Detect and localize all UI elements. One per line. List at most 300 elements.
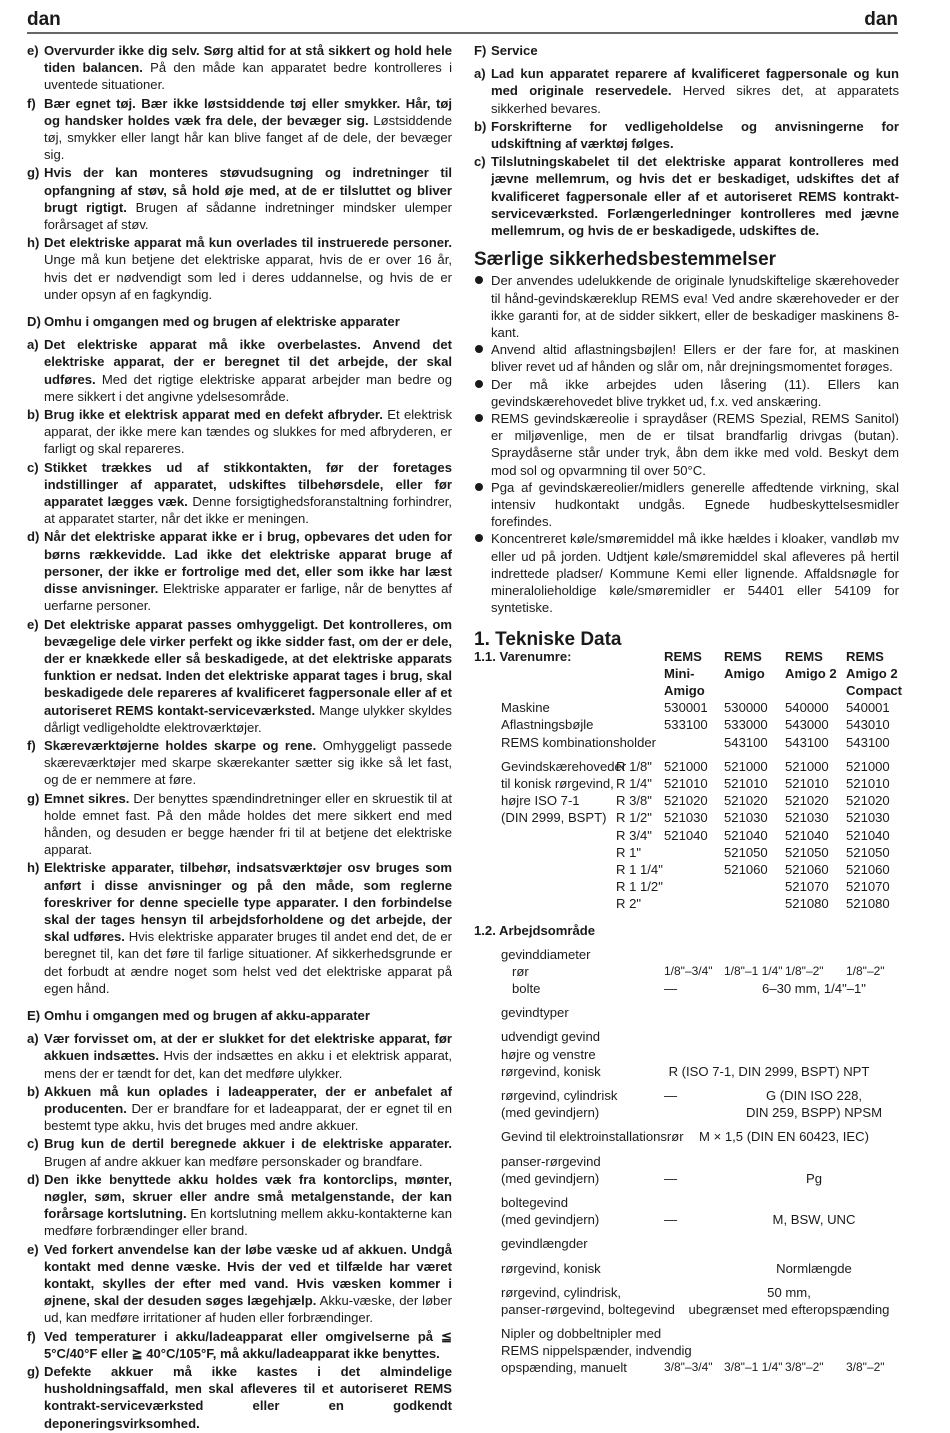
die-size: R 1 1/4" bbox=[616, 861, 663, 877]
part-number: 521000 bbox=[724, 758, 768, 774]
die-size: R 3/8" bbox=[616, 793, 652, 809]
die-row bbox=[474, 844, 899, 861]
list-item bbox=[27, 234, 452, 303]
row-label: boltegevind bbox=[501, 1194, 568, 1210]
section-row bbox=[474, 922, 899, 939]
spacer bbox=[474, 997, 899, 1004]
item-body-text: Hvis elektriske apparater bruges til andet end det, de er beregnet til, kan det føre til farlige situationer. Af sikkerhedsgrunde er det forbudt at ændre noget som helst ved det elektriske apparat på egen hånd. bbox=[44, 929, 453, 996]
spacer bbox=[474, 1121, 899, 1128]
item-label: a) bbox=[27, 1031, 39, 1047]
part-number: 521050 bbox=[846, 844, 890, 860]
bullet-text: Der anvendes udelukkende de originale lynudskiftelige skærehoveder til hånd-gevindskæreklup REMS eva! Ved andre skærehoveder er der ikke garanti for, at de sidder sikkert, eller de beskadiger maskinens 8-kant. bbox=[491, 273, 899, 341]
die-row bbox=[474, 827, 899, 844]
die-row bbox=[474, 878, 899, 895]
special-safety-heading: Særlige sikkerhedsbestemmelser bbox=[474, 249, 777, 271]
item-label: f) bbox=[27, 1328, 36, 1344]
item-bold-text: Akkuen må kun oplades i ladeapperater, der er anbefalet af producenten. bbox=[44, 1083, 452, 1116]
item-bold-text: Det elektriske apparat må kun overlades til instruerede personer. bbox=[44, 235, 452, 251]
spacer bbox=[474, 939, 899, 946]
part-number: 543100 bbox=[785, 734, 829, 750]
table-row bbox=[474, 1128, 899, 1145]
item-body-text: Der benyttes spændindretninger eller en skruestik til at holde emnet fast. På den måde holdes det mere sikkert end med hånden, og desuden er begge hænder fri til at betjene det elektriske apparat. bbox=[44, 790, 453, 858]
dash: — bbox=[664, 1212, 678, 1228]
item-bold-text: Den ikke benyttede akku holdes væk fra kontorclips, mønter, nøgler, søm, skruer eller andre små metalgenstande, der kan forårsage kortslutning. bbox=[44, 1171, 452, 1222]
part-number: 540000 bbox=[785, 700, 829, 716]
item-label: e) bbox=[27, 616, 39, 632]
item-text bbox=[44, 406, 452, 458]
item-bold-text: Brug ikke et elektrisk apparat med en defekt afbryder. bbox=[44, 407, 383, 423]
part-number: 521040 bbox=[664, 827, 708, 843]
part-number: 521040 bbox=[785, 827, 829, 843]
part-number: 543100 bbox=[724, 734, 768, 750]
part-row bbox=[474, 734, 899, 751]
part-number: 530000 bbox=[724, 700, 768, 716]
section-label: 1.1. Varenumre: bbox=[474, 648, 572, 664]
list-item bbox=[474, 118, 899, 152]
item-bold-text: Når det elektriske apparat ikke er i brug, opbevares det uden for børns rækkevidde. Lad ikke det elektriske apparat bruge af personer, der ikke er fortrolige med det, eller som ikke har læst disse anvisninger. bbox=[44, 529, 452, 597]
die-row bbox=[474, 895, 899, 912]
part-number: 521010 bbox=[785, 776, 829, 792]
row-label: gevindtyper bbox=[501, 1005, 569, 1021]
item-label: b) bbox=[27, 407, 40, 423]
part-number: 521050 bbox=[785, 844, 829, 860]
part-number: 521020 bbox=[846, 793, 890, 809]
part-number: 521020 bbox=[664, 793, 708, 809]
list-item bbox=[27, 1241, 452, 1327]
item-text bbox=[44, 1135, 452, 1169]
range-value: 1/8"–1 1/4" bbox=[724, 963, 783, 978]
thread-value: R (ISO 7-1, DIN 2999, BSPT) NPT bbox=[668, 1063, 870, 1079]
model-name: REMS bbox=[664, 648, 702, 664]
row-label: panser-rørgevind, boltegevind bbox=[501, 1301, 675, 1317]
item-bold-text: Skæreværktøjerne holdes skarpe og rene. bbox=[44, 737, 317, 753]
part-number: 530001 bbox=[664, 700, 708, 716]
spacer bbox=[474, 1021, 899, 1028]
part-number: 540001 bbox=[846, 700, 890, 716]
row-label: panser-rørgevind bbox=[501, 1153, 601, 1169]
item-text bbox=[44, 737, 452, 789]
section-e-items bbox=[27, 1030, 452, 1432]
model-name: Amigo bbox=[724, 665, 765, 681]
part-number: 533100 bbox=[664, 717, 708, 733]
list-item bbox=[27, 1030, 452, 1082]
table-row bbox=[474, 1359, 899, 1376]
bullet-text: Pga af gevindskæreolier/midlers generelle affedtende virkning, skal intensiv hudkontakt undgås. Egnede hudbeskyttelsesmidler forefindes. bbox=[491, 479, 899, 530]
row-label: REMS nippelspænder, indvendig bbox=[501, 1343, 692, 1359]
bullet-item bbox=[474, 410, 899, 479]
bullet-text: REMS gevindskæreolie i spraydåser (REMS Spezial, REMS Sanitol) er miljøvenlige, men de er tilsat brandfarlig drivgas (butan). Spraydåserne står under tryk, åbn dem ikke med vold. Beskyt dem mod sol og opvarmning til over 50°C. bbox=[491, 411, 899, 478]
part-number: 533000 bbox=[724, 717, 768, 733]
item-body-text: Mange ulykker skyldes dårligt vedligeholdte elektroværktøjer. bbox=[44, 702, 452, 735]
table-row bbox=[474, 1194, 899, 1211]
part-number: 521000 bbox=[785, 758, 829, 774]
spacer bbox=[474, 751, 899, 758]
item-body-text: Der er brandfare for et ladeapparat, der er egnet til en bestemt type akku, hvis det bruges med andre akkuer. bbox=[44, 1100, 452, 1134]
item-label: f) bbox=[27, 95, 36, 111]
part-number: 521060 bbox=[846, 861, 890, 877]
language-code-left: dan bbox=[27, 9, 61, 30]
item-bold-text: Lad kun apparatet reparere af kvalificeret fagpersonale og kun med originale reservedele. bbox=[491, 66, 899, 99]
spacer bbox=[474, 1080, 899, 1087]
model-header-row bbox=[474, 665, 899, 682]
item-text bbox=[491, 65, 899, 117]
part-number: 521080 bbox=[846, 896, 890, 912]
spacer bbox=[474, 913, 899, 922]
spacer bbox=[474, 1228, 899, 1235]
item-label: b) bbox=[474, 118, 487, 134]
item-body-text: På den måde kan apparatet bedre kontrolleres i uventede situationer. bbox=[44, 60, 452, 93]
item-bold-text: Overvurder ikke dig selv. Sørg altid for at stå sikkert og hold hele tiden balancen. bbox=[44, 43, 452, 76]
die-row bbox=[474, 809, 899, 826]
thread-value: DIN 259, BSPP) NPSM bbox=[745, 1105, 883, 1121]
die-size: R 1/8" bbox=[616, 758, 652, 774]
bullet-text: Anvend altid aflastningsbøjlen! Ellers er der fare for, at maskinen bliver revet ud af hånden og slår om, når drejningsmomentet forøges. bbox=[491, 342, 899, 375]
table-row bbox=[474, 1260, 899, 1277]
item-label: a) bbox=[27, 337, 39, 353]
item-label: c) bbox=[474, 154, 486, 170]
left-column bbox=[27, 42, 452, 1433]
spacer bbox=[474, 1277, 899, 1284]
die-row bbox=[474, 775, 899, 792]
bullet-text: Koncentreret køle/smøremiddel må ikke hældes i kloaker, vandløb mv eller ud på jorden. Udtjent køle/smøremiddel skal afleveres på hertil indrettede pladser/ Kommune Kemi eller lignende. Affaldsnøgle for mineralolieholdige køle/smøremidler er 54401 eller 54109 for syntetiske. bbox=[491, 531, 899, 616]
item-label: h) bbox=[27, 235, 40, 251]
item-label: c) bbox=[27, 1136, 39, 1152]
item-body-text: En kortslutning mellem akku-kontakterne kan medføre forbrændinger eller brand. bbox=[44, 1206, 452, 1239]
thread-value: M × 1,5 (DIN EN 60423, IEC) bbox=[699, 1129, 869, 1145]
part-number: 543100 bbox=[846, 734, 890, 750]
table-row bbox=[474, 963, 899, 980]
die-size: R 2" bbox=[616, 896, 642, 912]
part-number: 521020 bbox=[724, 793, 768, 809]
bullet-icon bbox=[474, 530, 491, 616]
thread-value: M, BSW, UNC bbox=[772, 1212, 856, 1228]
item-body-text: Denne forsigtighedsforanstaltning forhindrer, at apparatet starter, når det ikke er meningen. bbox=[44, 494, 453, 527]
range-value: 3/8"–3/4" bbox=[664, 1360, 713, 1375]
item-text bbox=[44, 528, 452, 614]
item-text bbox=[44, 616, 452, 736]
table-row bbox=[474, 946, 899, 963]
item-label: d) bbox=[27, 1171, 40, 1187]
row-label: (med gevindjern) bbox=[501, 1105, 600, 1121]
row-label: gevinddiameter bbox=[501, 946, 591, 962]
item-label: e) bbox=[27, 1241, 39, 1257]
die-size: R 1/4" bbox=[616, 776, 652, 792]
part-number: 521040 bbox=[724, 827, 768, 843]
dash: — bbox=[664, 1088, 678, 1104]
item-text bbox=[44, 234, 452, 303]
part-number: 521060 bbox=[724, 861, 768, 877]
item-body-text: Med det rigtige elektriske apparat arbejder man bedre og mere sikkert i det angivne ydelsesområde. bbox=[44, 371, 452, 404]
row-label: rørgevind, konisk bbox=[501, 1063, 601, 1079]
item-label: f) bbox=[27, 737, 36, 753]
bullet-icon bbox=[474, 341, 491, 375]
item-bold-text: Vær forvisset om, at der er slukket for det elektriske apparat, før akkuen indsættes. bbox=[44, 1031, 452, 1064]
list-item bbox=[27, 95, 452, 164]
range-value: 1/8"–2" bbox=[785, 963, 824, 978]
die-size: R 1/2" bbox=[616, 810, 652, 826]
table-row bbox=[474, 1325, 899, 1342]
table-row bbox=[474, 1063, 899, 1080]
bullet-item bbox=[474, 479, 899, 531]
bullet-icon bbox=[474, 272, 491, 341]
die-row bbox=[474, 792, 899, 809]
part-number: 521030 bbox=[664, 810, 708, 826]
list-item bbox=[27, 164, 452, 233]
table-row bbox=[474, 1170, 899, 1187]
item-label: g) bbox=[27, 165, 40, 181]
bullet-icon bbox=[474, 376, 491, 410]
item-bold-text: Forskrifterne for vedligeholdelse og anvisningerne for udskiftning af værktøj følges. bbox=[491, 118, 899, 152]
item-text bbox=[491, 118, 899, 152]
item-body-text: Herved sikres det, at apparatets sikkerhed bevares. bbox=[491, 83, 899, 116]
length-value: Normlængde bbox=[776, 1260, 852, 1276]
spacer bbox=[474, 1253, 899, 1260]
list-item bbox=[27, 737, 452, 789]
row-label: opspænding, manuelt bbox=[501, 1360, 627, 1376]
part-number: 521070 bbox=[785, 879, 829, 895]
die-name: højre ISO 7-1 bbox=[501, 793, 580, 809]
spacer bbox=[474, 1187, 899, 1194]
model-name: Compact bbox=[846, 683, 903, 699]
die-name: til konisk rørgevind, bbox=[501, 776, 614, 792]
part-name: Aflastningsbøjle bbox=[501, 717, 594, 733]
item-text bbox=[44, 95, 452, 164]
range-value: 3/8"–1 1/4" bbox=[724, 1360, 783, 1375]
bullet-item bbox=[474, 272, 899, 341]
row-label: rørgevind, konisk bbox=[501, 1260, 601, 1276]
item-label: h) bbox=[27, 860, 40, 876]
item-body-text: Brugen af andre akkuer kan medføre personskader og brandfare. bbox=[44, 1153, 423, 1169]
die-name: (DIN 2999, BSPT) bbox=[501, 810, 607, 826]
item-body-text: Unge må kun betjene det elektriske apparat, hvis de er over 16 år, hvis det er nødvendigt som led i deres uddannelse, og hvis de er under opsyn af en fagkyndig. bbox=[44, 252, 452, 302]
item-bold-text: Det elektriske apparat passes omhyggeligt. Det kontrolleres, om bevægelige dele virker perfekt og ikke sidder fast, om der er dele, der er knækkede eller så beskadigede, at det elektriske apparats funktion er nedsat. Inden det elektriske apparat tages i brug, skal beskadigede dele repareres af kvalificeret fagpersonale eller af et autoriseret REMS kontakt-serviceværksted. bbox=[44, 616, 452, 718]
item-bold-text: Stikket trækkes ud af stikkontakten, før der foretages indstillinger af apparatet, udskiftes tilbehørsdele, eller før apparatet lægges væk. bbox=[44, 459, 452, 510]
part-number: 521010 bbox=[846, 776, 890, 792]
spacer bbox=[474, 1146, 899, 1153]
die-size: R 3/4" bbox=[616, 827, 652, 843]
part-number: 521010 bbox=[724, 776, 768, 792]
list-item bbox=[474, 153, 899, 239]
list-item bbox=[27, 528, 452, 614]
item-bold-text: Emnet sikres. bbox=[44, 790, 130, 806]
item-text bbox=[491, 153, 899, 239]
item-bold-text: Hvis der kan monteres støvudsugning og indretninger til opfangning af støv, så hold øje med, at de er tilsluttet og bliver brugt rigtigt. bbox=[44, 165, 452, 215]
list-item bbox=[27, 1171, 452, 1240]
part-name: Maskine bbox=[501, 700, 550, 716]
list-item bbox=[27, 1363, 452, 1432]
dash: — bbox=[664, 981, 678, 997]
part-number: 521060 bbox=[785, 861, 829, 877]
section-d-title: Omhu i omgangen med og brugen af elektriske apparater bbox=[44, 314, 400, 330]
item-text bbox=[44, 1241, 452, 1327]
item-label: g) bbox=[27, 1364, 40, 1380]
row-label: rørgevind, cylindrisk bbox=[501, 1088, 618, 1104]
item-text bbox=[44, 336, 452, 405]
row-label: gevindlængder bbox=[501, 1236, 588, 1252]
model-name: REMS bbox=[846, 648, 884, 664]
section-f-title: Service bbox=[491, 43, 538, 58]
model-name: REMS bbox=[724, 648, 762, 664]
model-header-row bbox=[474, 682, 903, 699]
section-d-heading: D) Omhu i omgangen med og brugen af elektriske apparater bbox=[27, 314, 400, 330]
list-item bbox=[27, 859, 452, 997]
row-label: (med gevindjern) bbox=[501, 1212, 600, 1228]
table-row bbox=[474, 1342, 899, 1359]
item-text bbox=[44, 1083, 452, 1135]
part-number: 521070 bbox=[846, 879, 890, 895]
list-item bbox=[27, 42, 452, 94]
part-number: 521000 bbox=[846, 758, 890, 774]
item-bold-text: Tilslutningskabelet til det elektriske apparat kontrolleres med jævne mellemrum, og hvis det er beskadiget, udskiftes det af kvalificeret fagpersonale eller af et autoriseret REMS kontrakt-serviceværksted. Forlængerledninger kontrolleres med jævne mellemrum, og hvis de er beskadigede, udskiftes de. bbox=[491, 154, 899, 239]
item-label: b) bbox=[27, 1083, 40, 1099]
die-size: R 1" bbox=[616, 844, 642, 860]
range-value: 1/8"–3/4" bbox=[664, 963, 713, 978]
item-bold-text: Brug kun de dertil beregnede akkuer i de elektriske apparater. bbox=[44, 1136, 452, 1152]
item-body-text: Akku-væske, der løber ud, kan medføre irritationer af huden eller forbrændinger. bbox=[44, 1293, 452, 1326]
language-code-right: dan bbox=[864, 9, 898, 30]
bullet-item bbox=[474, 530, 899, 616]
part-number: 521030 bbox=[724, 810, 768, 826]
section-f-items bbox=[474, 65, 899, 239]
model-name: Amigo 2 bbox=[785, 665, 837, 681]
list-item bbox=[27, 459, 452, 528]
item-bold-text: Ved forkert anvendelse kan der løbe væske ud af akkuen. Undgå kontakt med denne væske. Hvis der ved et tilfælde har været kontakt, skylles der efter med vand. Hvis væsken kommer i øjnene, skal der desuden søges lægehjælp. bbox=[44, 1241, 452, 1309]
table-row bbox=[474, 1235, 899, 1252]
page-header bbox=[27, 6, 898, 34]
part-number: 521030 bbox=[785, 810, 829, 826]
spacer bbox=[474, 1318, 899, 1325]
part-number: 521050 bbox=[724, 844, 768, 860]
model-header-row bbox=[474, 648, 899, 665]
model-name: REMS bbox=[785, 648, 823, 664]
part-number: 543010 bbox=[846, 717, 890, 733]
dash: — bbox=[664, 1170, 678, 1186]
item-body-text: Brugen af sådanne indretninger mindsker ulemper forårsaget af støv. bbox=[44, 199, 452, 233]
model-name: Mini- bbox=[664, 665, 695, 681]
item-bold-text: Defekte akkuer må ikke kastes i det almindelige husholdningsaffald, men skal afleveres til et autoriseret REMS kontrakt-serviceværksted eller en godkendt deponeringsvirksomhed. bbox=[44, 1364, 452, 1431]
bullet-icon bbox=[474, 479, 491, 531]
section-e-title: Omhu i omgangen med og brugen af akku-apparater bbox=[44, 1007, 370, 1023]
table-row bbox=[474, 1104, 899, 1121]
bullet-text: Der må ikke arbejdes uden låsering (11). Ellers kan gevindskærehovedet blive trykket ud, f.x. ved anskæring. bbox=[491, 376, 899, 409]
length-value: 50 mm, bbox=[767, 1284, 811, 1300]
item-text bbox=[44, 1328, 452, 1362]
special-safety-bullets bbox=[474, 272, 899, 616]
part-number: 521000 bbox=[664, 758, 708, 774]
item-text bbox=[44, 459, 452, 528]
die-row bbox=[474, 758, 899, 775]
item-bold-text: Bær egnet tøj. Bær ikke løstsiddende tøj eller smykker. Hår, tøj og handsker holdes væk fra dele, der bevæger sig. bbox=[44, 95, 452, 128]
model-name: Amigo bbox=[664, 683, 705, 699]
item-bold-text: Det elektriske apparat må ikke overbelastes. Anvend det elektriske apparat, der er beregnet til det arbejde, der skal udføres. bbox=[44, 337, 452, 387]
bullet-item bbox=[474, 376, 899, 410]
part-number: 521010 bbox=[664, 776, 708, 792]
item-label: a) bbox=[474, 66, 486, 82]
row-label: (med gevindjern) bbox=[501, 1170, 600, 1186]
intro-items bbox=[27, 42, 452, 303]
table-row bbox=[474, 980, 899, 997]
item-text bbox=[44, 42, 452, 94]
list-item bbox=[27, 1328, 452, 1362]
item-body-text: Et elektrisk apparat, der ikke mere kan tændes og slukkes for med afbryderen, er farligt og skal repareres. bbox=[44, 407, 452, 457]
section-d-items bbox=[27, 336, 452, 997]
item-body-text: Omhyggeligt passede skæreværktøjer med skarpe skærekanter sætter sig ikke så let fast, og de er nemmere at føre. bbox=[44, 737, 452, 788]
row-label: Gevind til elektroinstallationsrør bbox=[501, 1129, 684, 1145]
part-number: 521020 bbox=[785, 793, 829, 809]
list-item bbox=[27, 1135, 452, 1169]
item-label: g) bbox=[27, 790, 40, 806]
item-text bbox=[44, 790, 452, 859]
range-value: 1/8"–2" bbox=[846, 963, 885, 978]
item-text bbox=[44, 164, 452, 233]
range-value: 3/8"–2" bbox=[846, 1360, 885, 1375]
list-item bbox=[27, 1083, 452, 1135]
item-text bbox=[44, 1363, 452, 1432]
item-text bbox=[44, 1171, 452, 1240]
section-e-heading: E) Omhu i omgangen med og brugen af akku-apparater bbox=[27, 1007, 370, 1023]
item-text bbox=[44, 859, 452, 997]
part-number: 543000 bbox=[785, 717, 829, 733]
item-body-text: Hvis der indsættes en akku i et elektrisk apparat, mens der er tændt for det, kan det medføre ulykker. bbox=[44, 1048, 453, 1081]
item-body-text: Elektriske apparater er farlige, når de benyttes af uerfarne personer. bbox=[44, 581, 452, 614]
section-label: 1.2. Arbejdsområde bbox=[474, 922, 596, 938]
die-row bbox=[474, 861, 899, 878]
row-label: højre og venstre bbox=[501, 1046, 596, 1062]
table-row bbox=[474, 1153, 899, 1170]
part-name: REMS kombinationsholder bbox=[501, 734, 657, 750]
section-f-heading: F) Service bbox=[474, 43, 538, 58]
die-size: R 1 1/2" bbox=[616, 879, 663, 895]
row-label: Nipler og dobbeltnipler med bbox=[501, 1326, 662, 1342]
right-column bbox=[474, 42, 903, 1377]
table-row bbox=[474, 1004, 899, 1021]
item-body-text: Løstsiddende tøj, smykker eller langt hår kan blive fanget af de dele, der bevæger sig. bbox=[44, 112, 452, 163]
part-row bbox=[474, 716, 899, 733]
list-item bbox=[474, 65, 899, 117]
item-bold-text: Elektriske apparater, tilbehør, indsatsværktøjer osv bruges som anført i disse anvisninger og på den måde, som reglerne foreskriver for denne specielle type apparater. I den forbindelse skal der tages hensyn til arbejdsforholdene og det arbejde, der skal udføres. bbox=[44, 860, 452, 945]
row-label: bolte bbox=[512, 981, 541, 997]
tech-data-table bbox=[474, 648, 903, 1377]
table-row bbox=[474, 1028, 899, 1045]
model-name: Amigo 2 bbox=[846, 665, 898, 681]
range-value: 6–30 mm, 1/4"–1" bbox=[762, 981, 866, 997]
item-label: c) bbox=[27, 459, 39, 475]
part-number: 521080 bbox=[785, 896, 829, 912]
bullet-icon bbox=[474, 410, 491, 479]
list-item bbox=[27, 616, 452, 736]
row-label: rørgevind, cylindrisk, bbox=[501, 1284, 622, 1300]
tech-data-heading: 1. Tekniske Data bbox=[474, 628, 622, 650]
list-item bbox=[27, 336, 452, 405]
item-text bbox=[44, 1030, 452, 1082]
table-row bbox=[474, 1087, 899, 1104]
range-value: 3/8"–2" bbox=[785, 1360, 824, 1375]
table-row bbox=[474, 1301, 899, 1318]
thread-value: Pg bbox=[805, 1170, 822, 1186]
item-bold-text: Ved temperaturer i akku/ladeapparat eller omgivelserne på ≦ 5°C/40°F eller ≧ 40°C/105°F, må akku/ladeapparat ikke benyttes. bbox=[44, 1328, 452, 1361]
die-name: Gevindskærehoveder bbox=[501, 758, 627, 774]
table-row bbox=[474, 1211, 899, 1228]
list-item bbox=[27, 790, 452, 859]
item-label: d) bbox=[27, 529, 40, 545]
table-row bbox=[474, 1046, 899, 1063]
row-label: rør bbox=[512, 963, 529, 979]
part-number: 521040 bbox=[846, 827, 890, 843]
list-item bbox=[27, 406, 452, 458]
table-row bbox=[474, 1284, 899, 1301]
part-row bbox=[474, 699, 899, 716]
part-number: 521030 bbox=[846, 810, 890, 826]
